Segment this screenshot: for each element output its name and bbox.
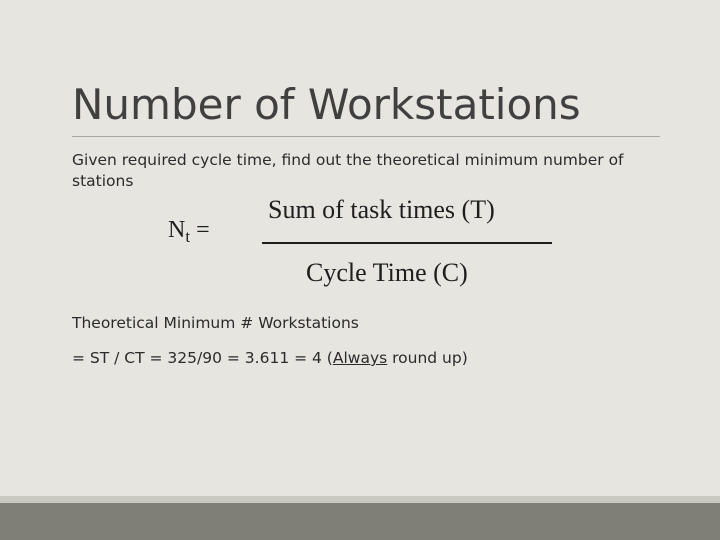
intro-text: Given required cycle time, find out the theoretical minimum number of stations [72,151,624,190]
formula-lhs-subscript: t [185,227,191,246]
footer-strip-light [0,496,720,503]
result-calc-always: Always [332,349,388,367]
formula-lhs [168,217,210,247]
result-label: Theoretical Minimum # Workstations [72,314,359,332]
title-divider [72,136,660,137]
slide-title: Number of Workstations [72,80,581,129]
formula-lhs-base: N [168,217,186,243]
footer-strip-dark [0,503,720,540]
formula-equals: = [190,217,210,243]
fraction-bar [262,242,552,244]
result-calc-prefix: = ST / CT = 325/90 = 3.611 = 4 ( [72,349,333,367]
formula-denominator: Cycle Time (C) [306,258,468,287]
result-calculation [72,349,468,367]
formula-numerator: Sum of task times (T) [268,195,495,224]
result-calc-suffix: round up) [387,349,468,367]
